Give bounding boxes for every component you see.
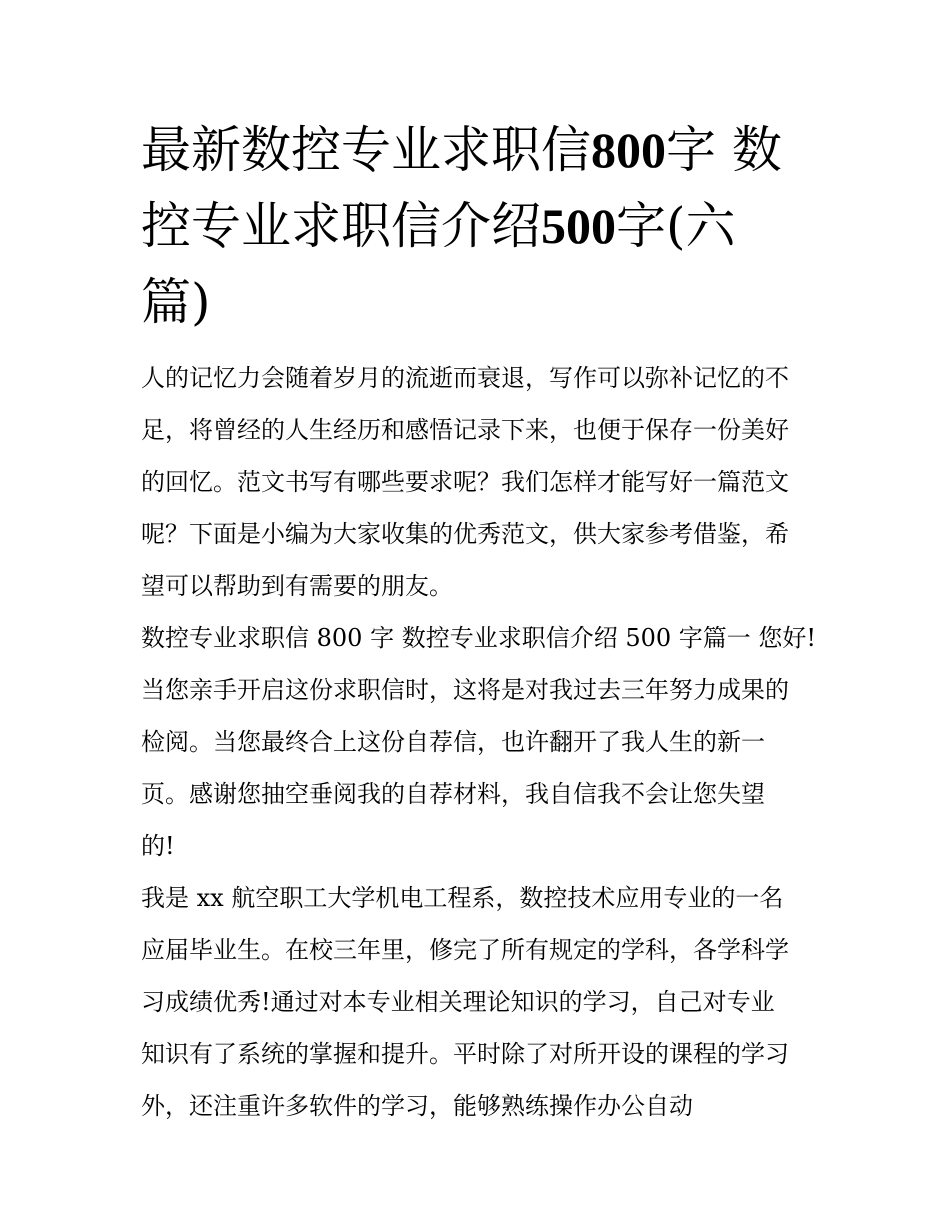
text-line: 页。感谢您抽空垂阅我的自荐材料，我自信我不会让您失望 (141, 780, 765, 808)
text-line: 当您亲手开启这份求职信时，这将是对我过去三年努力成果的 (141, 676, 789, 704)
title-text: 篇) (141, 273, 211, 331)
title-text: 控专业求职信介绍 (141, 197, 541, 255)
title-number: 800 (591, 122, 666, 178)
text-line: 我是 xx 航空职工大学机电工程系，数控技术应用专业的一名 (141, 884, 784, 912)
introduction-paragraph (141, 872, 821, 1132)
text-line: 的回忆。范文书写有哪些要求呢？我们怎样才能写好一篇范文 (141, 468, 789, 496)
text-line: 知识有了系统的掌握和提升。平时除了对所开设的课程的学习 (141, 1040, 789, 1068)
text-line: 足，将曾经的人生经历和感悟记录下来，也便于保存一份美好 (141, 416, 789, 444)
document-title (141, 112, 821, 340)
text-line: 外，还注重许多软件的学习，能够熟练操作办公自动 (141, 1092, 693, 1120)
title-line (141, 188, 821, 264)
text-line: 应届毕业生。在校三年里，修完了所有规定的学科，各学科学 (141, 936, 789, 964)
text-line: 检阅。当您最终合上这份自荐信，也许翻开了我人生的新一 (141, 728, 765, 756)
text-line: 望可以帮助到有需要的朋友。 (141, 572, 453, 600)
title-text: 字 数 (666, 121, 782, 179)
title-number: 500 (541, 198, 616, 254)
greeting-paragraph (141, 612, 821, 872)
document-body (141, 352, 821, 1132)
text-line: 人的记忆力会随着岁月的流逝而衰退，写作可以弥补记忆的不 (141, 364, 789, 392)
title-line (141, 112, 821, 188)
text-line: 数控专业求职信 800 字 数控专业求职信介绍 500 字篇一 您好! (141, 624, 817, 652)
title-line (141, 264, 821, 340)
title-text: 字(六 (616, 197, 736, 255)
text-line: 呢？下面是小编为大家收集的优秀范文，供大家参考借鉴，希 (141, 520, 789, 548)
title-text: 最新数控专业求职信 (141, 121, 591, 179)
intro-paragraph (141, 352, 821, 612)
text-line: 的! (141, 832, 175, 860)
text-line: 习成绩优秀!通过对本专业相关理论知识的学习，自己对专业 (141, 988, 775, 1016)
